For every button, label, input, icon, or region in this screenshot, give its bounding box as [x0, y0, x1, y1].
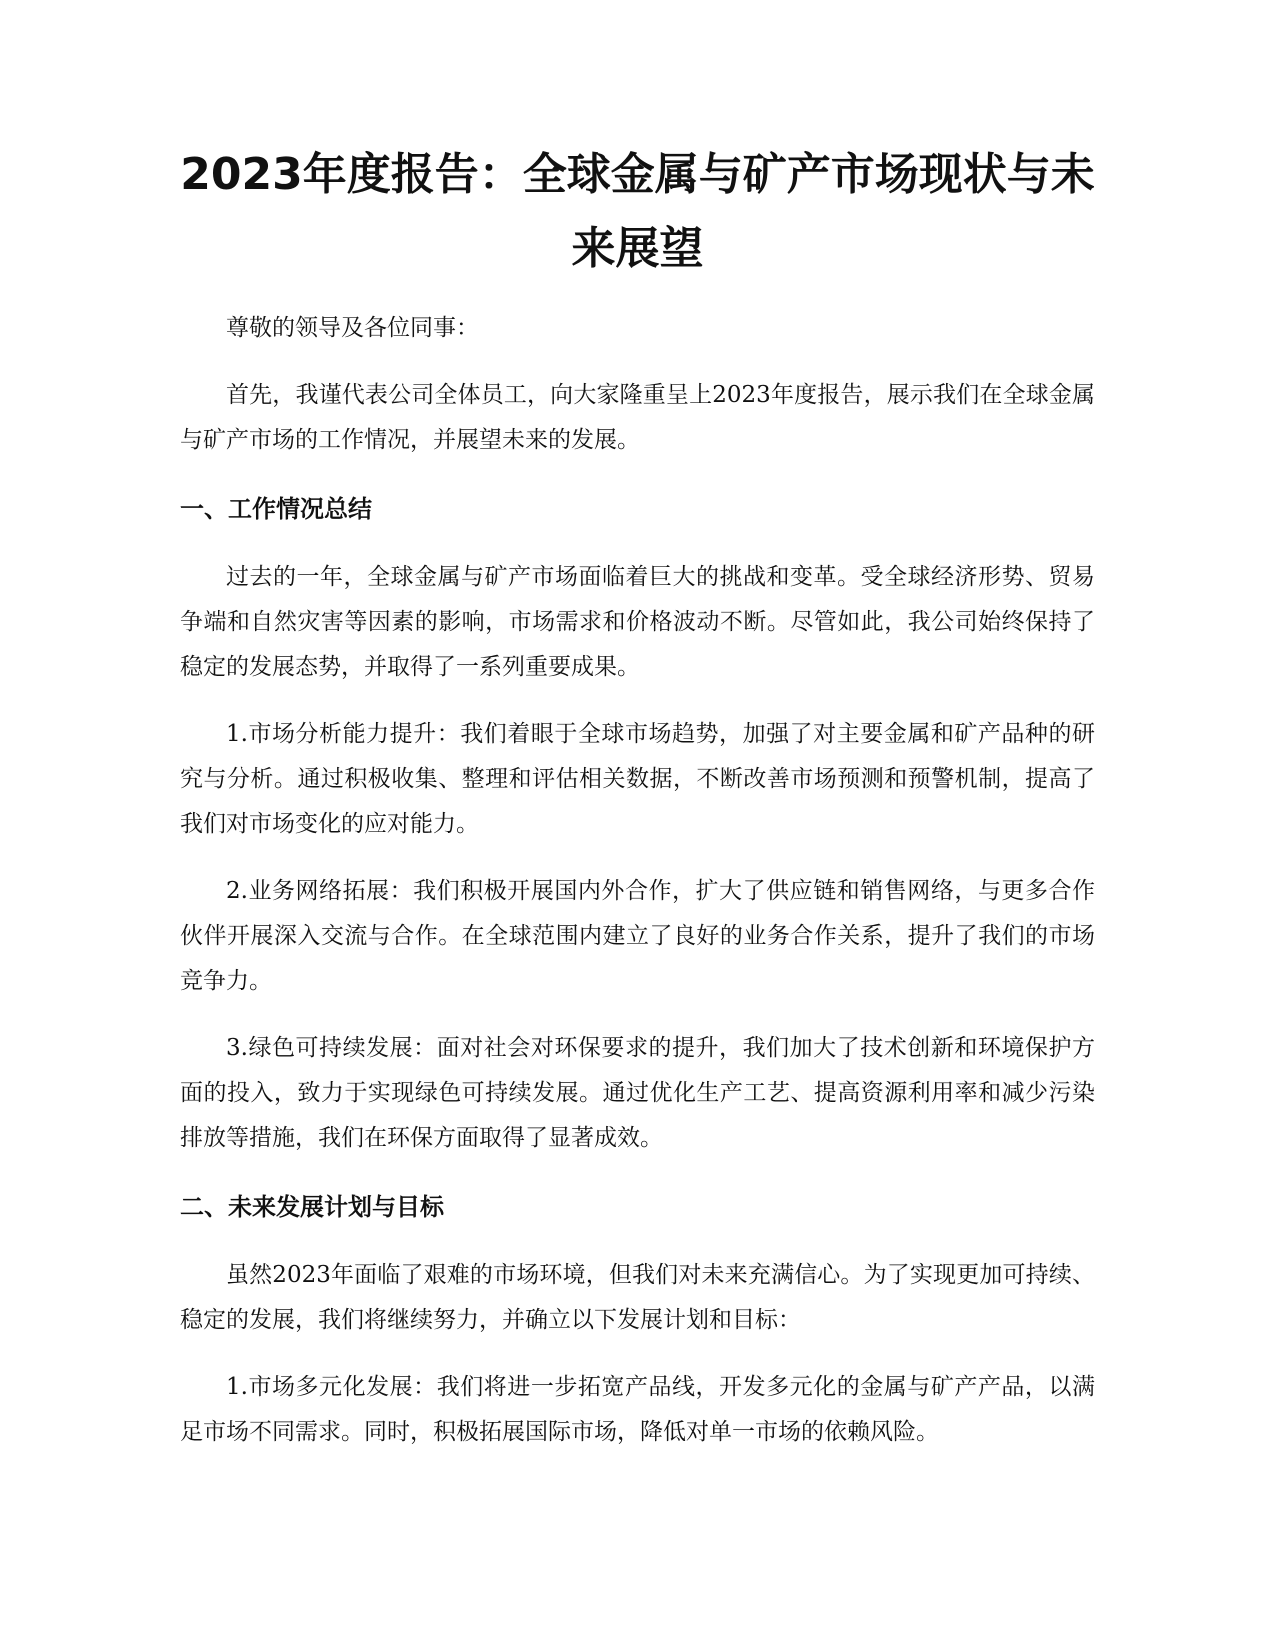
- work-summary-paragraph: 过去的一年，全球金属与矿产市场面临着巨大的挑战和变革。受全球经济形势、贸易争端和自然灾害等因素的影响，市场需求和价格波动不断。尽管如此，我公司始终保持了稳定的发展态势，并取得了一系列重要成果。: [180, 564, 1095, 680]
- green-development-paragraph: 3.绿色可持续发展：面对社会对环保要求的提升，我们加大了技术创新和环境保护方面的投入，致力于实现绿色可持续发展。通过优化生产工艺、提高资源利用率和减少污染排放等措施，我们在环保方面取得了显著成效。: [180, 1035, 1095, 1151]
- section-heading-work-summary: 一、工作情况总结: [180, 495, 372, 523]
- future-intro-paragraph: 虽然2023年面临了艰难的市场环境，但我们对未来充满信心。为了实现更加可持续、稳定的发展，我们将继续努力，并确立以下发展计划和目标：: [180, 1262, 1095, 1333]
- report-title: 2023年度报告：全球金属与矿产市场现状与未来展望: [180, 149, 1095, 274]
- report-body: [180, 306, 1095, 1477]
- business-network-paragraph: 2.业务网络拓展：我们积极开展国内外合作，扩大了供应链和销售网络，与更多合作伙伴开展深入交流与合作。在全球范围内建立了良好的业务合作关系，提升了我们的市场竞争力。: [180, 878, 1095, 994]
- market-analysis-paragraph: 1.市场分析能力提升：我们着眼于全球市场趋势，加强了对主要金属和矿产品种的研究与分析。通过积极收集、整理和评估相关数据，不断改善市场预测和预警机制，提高了我们对市场变化的应对能力。: [180, 721, 1095, 837]
- diversification-paragraph: 1.市场多元化发展：我们将进一步拓宽产品线，开发多元化的金属与矿产产品，以满足市场不同需求。同时，积极拓展国际市场，降低对单一市场的依赖风险。: [180, 1374, 1095, 1445]
- section-heading-future-plans: 二、未来发展计划与目标: [180, 1193, 444, 1221]
- salutation: 尊敬的领导及各位同事：: [226, 315, 479, 341]
- intro-paragraph: 首先，我谨代表公司全体员工，向大家隆重呈上2023年度报告，展示我们在全球金属与矿产市场的工作情况，并展望未来的发展。: [180, 382, 1095, 453]
